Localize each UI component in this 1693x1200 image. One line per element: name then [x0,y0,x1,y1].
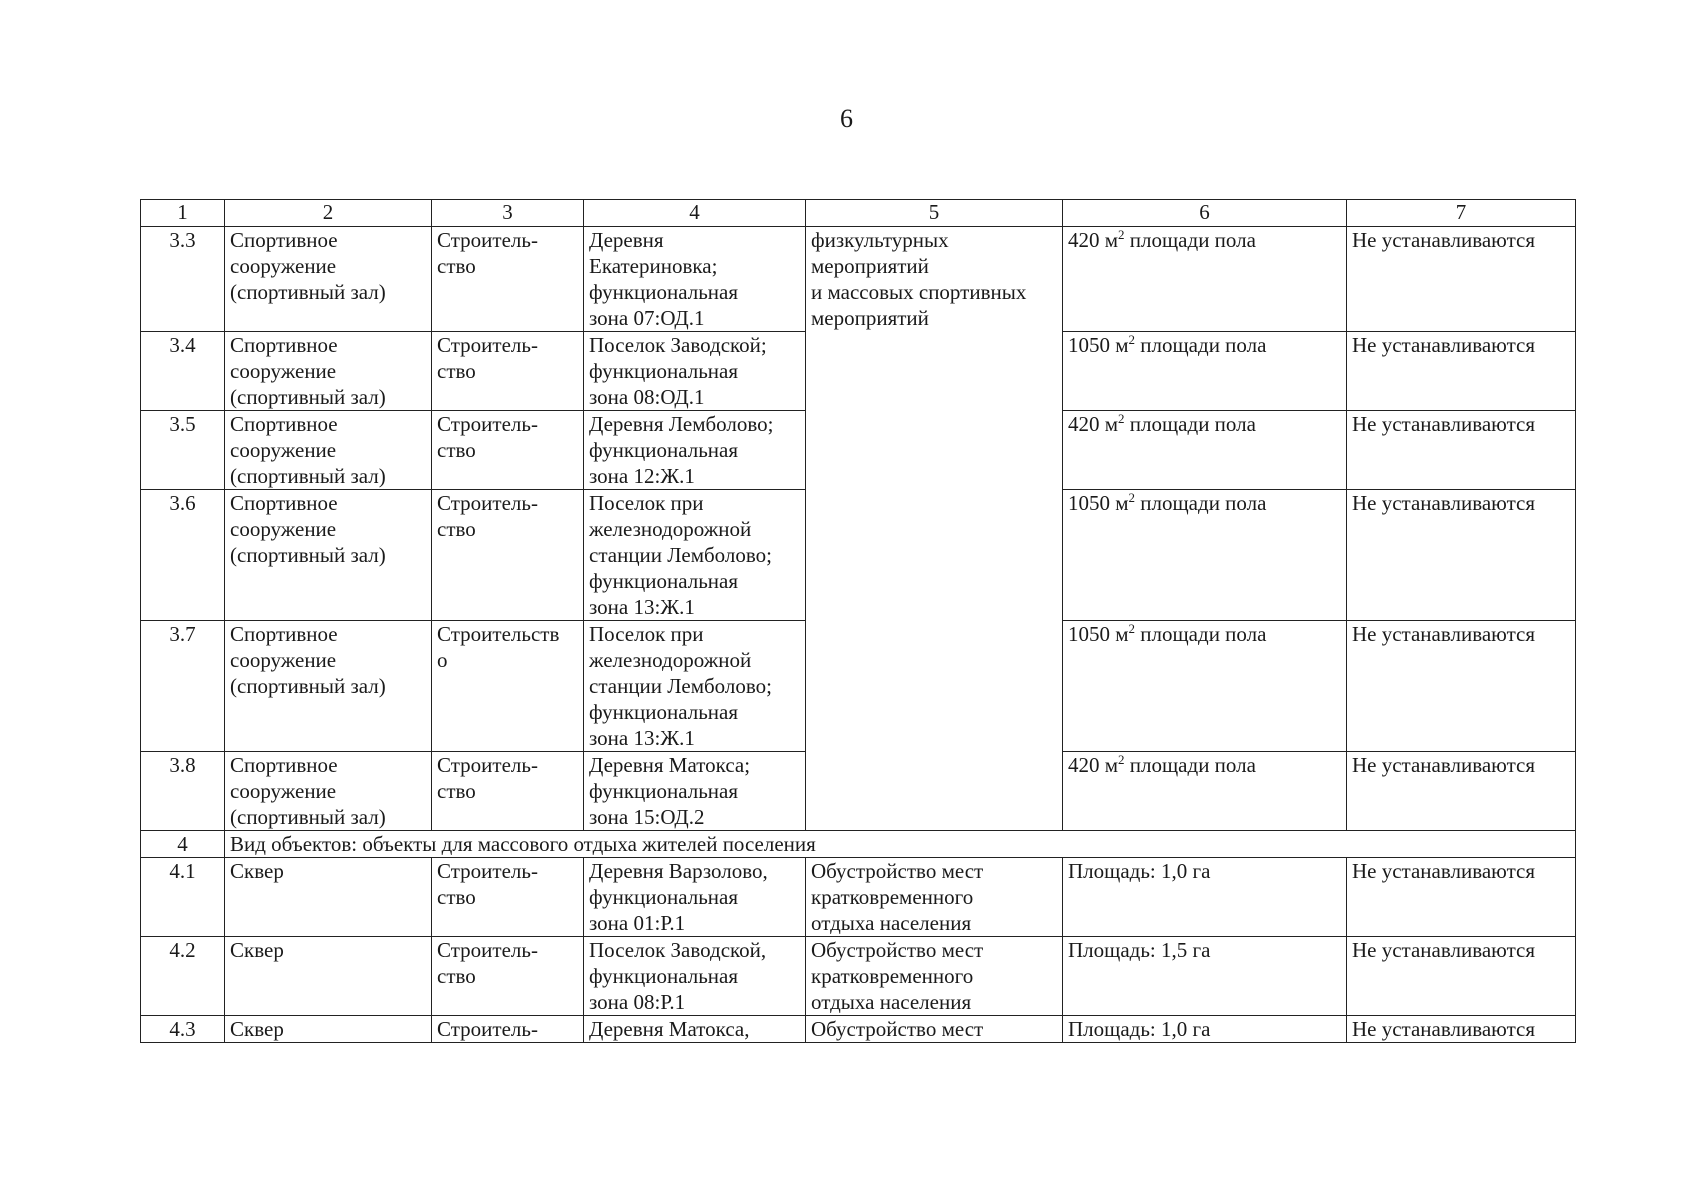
capacity-unit: площади пола [1124,753,1256,777]
table-row [141,937,1576,1016]
work-type-line: ство [437,517,476,541]
work-type [432,937,584,1016]
purpose-line: и массовых спортивных [811,280,1027,304]
capacity-value: 1050 м [1068,333,1129,357]
capacity-value: 420 м [1068,753,1119,777]
protection-zone: Не устанавливаются [1347,332,1576,411]
column-number: 4 [584,200,806,227]
object-name: Сквер [225,937,432,1016]
object-name-line: (спортивный зал) [230,543,386,567]
column-number: 1 [141,200,225,227]
work-type-line: Строитель- [437,1017,538,1041]
location-line: функциональная [589,359,739,383]
location-line: зона 13:Ж.1 [589,726,695,750]
object-name-line: сооружение [230,254,337,278]
capacity-value: 1050 м [1068,622,1129,646]
work-type-line: Строитель- [437,859,538,883]
object-name-line: Спортивное [230,622,338,646]
capacity-value: 420 м [1068,228,1119,252]
work-type [432,411,584,490]
column-number: 6 [1063,200,1347,227]
work-type-line: Строитель- [437,491,538,515]
location-line: функциональная [589,280,739,304]
work-type-line: Строитель- [437,753,538,777]
location-line: железнодорожной [589,517,752,541]
capacity-value: 1050 м [1068,491,1129,515]
location-line: зона 13:Ж.1 [589,595,695,619]
location-line: станции Лемболово; [589,674,772,698]
purpose-line: отдыха населения [811,911,972,935]
location-line: функциональная [589,885,739,909]
row-number: 4.1 [141,858,225,937]
column-number: 2 [225,200,432,227]
capacity-exponent: 2 [1118,227,1125,242]
purpose-line: мероприятий [811,306,929,330]
location-line: Екатериновка; [589,254,718,278]
location [584,858,806,937]
location-line: функциональная [589,700,739,724]
location-line: зона 01:Р.1 [589,911,686,935]
location-line: Деревня Лемболово; [589,412,774,436]
work-type-line: Строительств [437,622,560,646]
protection-zone: Не устанавливаются [1347,858,1576,937]
row-number: 4.3 [141,1016,225,1043]
location-line: Деревня Матокса, [589,1017,750,1041]
capacity-exponent: 2 [1128,490,1136,505]
capacity-exponent: 2 [1128,621,1136,636]
protection-zone: Не устанавливаются [1347,411,1576,490]
work-type-line: Строитель- [437,333,538,357]
purpose-line: кратковременного [811,885,974,909]
row-number: 3.7 [141,621,225,752]
work-type [432,332,584,411]
purpose-line: Обустройство мест [811,859,984,883]
object-name-line: (спортивный зал) [230,674,386,698]
object-name-line: (спортивный зал) [230,385,386,409]
capacity: Площадь: 1,0 га [1063,858,1347,937]
capacity [1063,752,1347,831]
work-type-line: ство [437,779,476,803]
column-number: 5 [806,200,1063,227]
object-name-line: сооружение [230,359,337,383]
purpose-merged [806,227,1063,831]
location-line: Поселок при [589,491,704,515]
capacity: Площадь: 1,0 га [1063,1016,1347,1043]
column-number-row [141,200,1576,227]
row-number: 3.3 [141,227,225,332]
capacity-exponent: 2 [1118,411,1125,426]
objects-table [140,199,1576,1043]
work-type [432,752,584,831]
capacity-unit: площади пола [1124,412,1256,436]
location-line: функциональная [589,964,739,988]
protection-zone: Не устанавливаются [1347,1016,1576,1043]
object-name-line: Спортивное [230,491,338,515]
work-type-line: ство [437,438,476,462]
section-title: Вид объектов: объекты для массового отдыха жителей поселения [225,831,1576,858]
location-line: Поселок Заводской, [589,938,767,962]
row-number: 3.5 [141,411,225,490]
location-line: Деревня Варзолово, [589,859,768,883]
location-line: железнодорожной [589,648,752,672]
capacity-exponent: 2 [1118,752,1125,767]
work-type [432,227,584,332]
work-type [432,1016,584,1043]
purpose-line: Обустройство мест [811,938,984,962]
object-name [225,411,432,490]
table-row [141,227,1576,332]
row-number: 3.6 [141,490,225,621]
location-line: Поселок при [589,622,704,646]
capacity [1063,332,1347,411]
location-line: Деревня Матокса; [589,753,751,777]
object-name [225,227,432,332]
work-type-line: Строитель- [437,938,538,962]
location-line: зона 12:Ж.1 [589,464,695,488]
location [584,332,806,411]
protection-zone: Не устанавливаются [1347,752,1576,831]
purpose [806,1016,1063,1043]
location [584,752,806,831]
work-type-line: ство [437,964,476,988]
location-line: зона 07:ОД.1 [589,306,705,330]
location [584,490,806,621]
capacity-exponent: 2 [1128,332,1136,347]
protection-zone: Не устанавливаются [1347,490,1576,621]
table-row [141,858,1576,937]
section-row [141,831,1576,858]
section-number: 4 [141,831,225,858]
location [584,937,806,1016]
object-name-line: сооружение [230,438,337,462]
purpose [806,937,1063,1016]
capacity: Площадь: 1,5 га [1063,937,1347,1016]
object-name-line: сооружение [230,779,337,803]
object-name-line: Спортивное [230,412,338,436]
capacity-unit: площади пола [1135,491,1267,515]
capacity-unit: площади пола [1124,228,1256,252]
object-name [225,752,432,831]
location-line: функциональная [589,569,739,593]
object-name-line: Спортивное [230,753,338,777]
table-body [141,200,1576,1043]
purpose-line: мероприятий [811,254,929,278]
work-type [432,858,584,937]
location [584,621,806,752]
purpose-line: физкультурных [811,228,949,252]
object-name: Сквер [225,1016,432,1043]
location [584,411,806,490]
capacity-unit: площади пола [1135,333,1267,357]
location-line: функциональная [589,779,739,803]
row-number: 3.8 [141,752,225,831]
capacity [1063,227,1347,332]
object-name: Сквер [225,858,432,937]
column-number: 3 [432,200,584,227]
purpose-line: отдыха населения [811,990,972,1014]
location-line: станции Лемболово; [589,543,772,567]
location [584,227,806,332]
location-line: Деревня [589,228,664,252]
work-type-line: ство [437,885,476,909]
protection-zone: Не устанавливаются [1347,621,1576,752]
column-number: 7 [1347,200,1576,227]
row-number: 4.2 [141,937,225,1016]
location-line: функциональная [589,438,739,462]
work-type-line: Строитель- [437,412,538,436]
object-name-line: (спортивный зал) [230,280,386,304]
object-name-line: (спортивный зал) [230,805,386,829]
location-line: Поселок Заводской; [589,333,767,357]
protection-zone: Не устанавливаются [1347,227,1576,332]
location-line: зона 08:Р.1 [589,990,686,1014]
object-name [225,621,432,752]
page-number: 6 [840,104,853,133]
location [584,1016,806,1043]
work-type [432,490,584,621]
work-type-line: ство [437,359,476,383]
work-type [432,621,584,752]
capacity [1063,411,1347,490]
purpose [806,858,1063,937]
object-name-line: сооружение [230,517,337,541]
location-line: зона 08:ОД.1 [589,385,705,409]
work-type-line: ство [437,254,476,278]
row-number: 3.4 [141,332,225,411]
work-type-line: Строитель- [437,228,538,252]
object-name [225,490,432,621]
capacity [1063,490,1347,621]
capacity-value: 420 м [1068,412,1119,436]
object-name-line: Спортивное [230,228,338,252]
capacity-unit: площади пола [1135,622,1267,646]
work-type-line: о [437,648,448,672]
object-name-line: (спортивный зал) [230,464,386,488]
location-line: зона 15:ОД.2 [589,805,705,829]
object-name [225,332,432,411]
purpose-line: кратковременного [811,964,974,988]
protection-zone: Не устанавливаются [1347,937,1576,1016]
table-row [141,1016,1576,1043]
object-name-line: сооружение [230,648,337,672]
object-name-line: Спортивное [230,333,338,357]
purpose-line: Обустройство мест [811,1017,984,1041]
capacity [1063,621,1347,752]
